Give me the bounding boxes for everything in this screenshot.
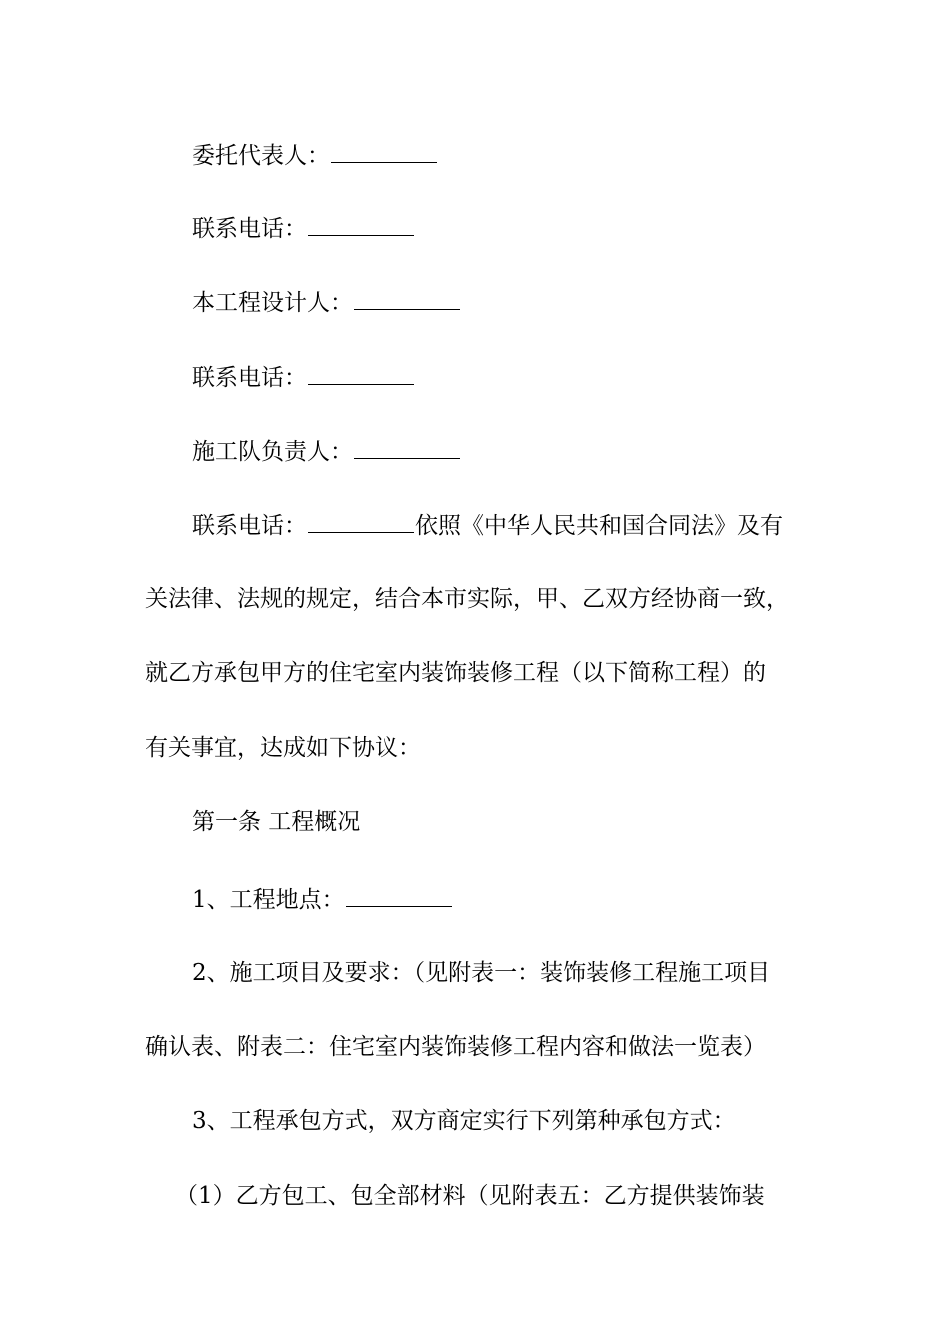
paragraph-line: 有关事宜，达成如下协议：: [145, 735, 421, 761]
line-label: 联系电话：: [192, 365, 307, 391]
line-tail: 依照《中华人民共和国合同法》及有: [415, 513, 783, 539]
paragraph-line: 关法律、法规的规定，结合本市实际，甲、乙双方经协商一致，: [145, 586, 789, 612]
paragraph-line: 就乙方承包甲方的住宅室内装饰装修工程（以下简称工程）的: [145, 660, 766, 686]
line-label: 1、工程地点：: [192, 887, 345, 913]
line-label: 施工队负责人：: [192, 439, 353, 465]
line-label: 联系电话：: [192, 513, 307, 539]
contact-phone-line-3: [192, 510, 815, 541]
contact-phone-line-1: [192, 213, 815, 244]
designer-line: [192, 287, 815, 318]
delegate-representative-line: [192, 140, 815, 171]
blank-underline: [331, 140, 437, 163]
blank-underline: [354, 287, 460, 310]
blank-underline: [346, 884, 452, 907]
project-location-line: [192, 884, 815, 915]
contact-phone-line-2: [192, 362, 815, 393]
line-label: 委托代表人：: [192, 143, 330, 169]
blank-underline: [308, 213, 414, 236]
blank-underline: [354, 436, 460, 459]
paragraph-line: 确认表、附表二：住宅室内装饰装修工程内容和做法一览表）: [145, 1034, 766, 1060]
article-heading: 第一条 工程概况: [192, 809, 361, 835]
paragraph-line: 3、工程承包方式，双方商定实行下列第种承包方式：: [192, 1108, 736, 1134]
paragraph-line: 2、施工项目及要求：（见附表一：装饰装修工程施工项目: [192, 960, 771, 986]
blank-underline: [308, 362, 414, 385]
line-label: 本工程设计人：: [192, 290, 353, 316]
paragraph-line: （1）乙方包工、包全部材料（见附表五：乙方提供装饰装: [175, 1183, 765, 1209]
line-label: 联系电话：: [192, 216, 307, 242]
construction-lead-line: [192, 436, 815, 467]
blank-underline: [308, 510, 414, 533]
